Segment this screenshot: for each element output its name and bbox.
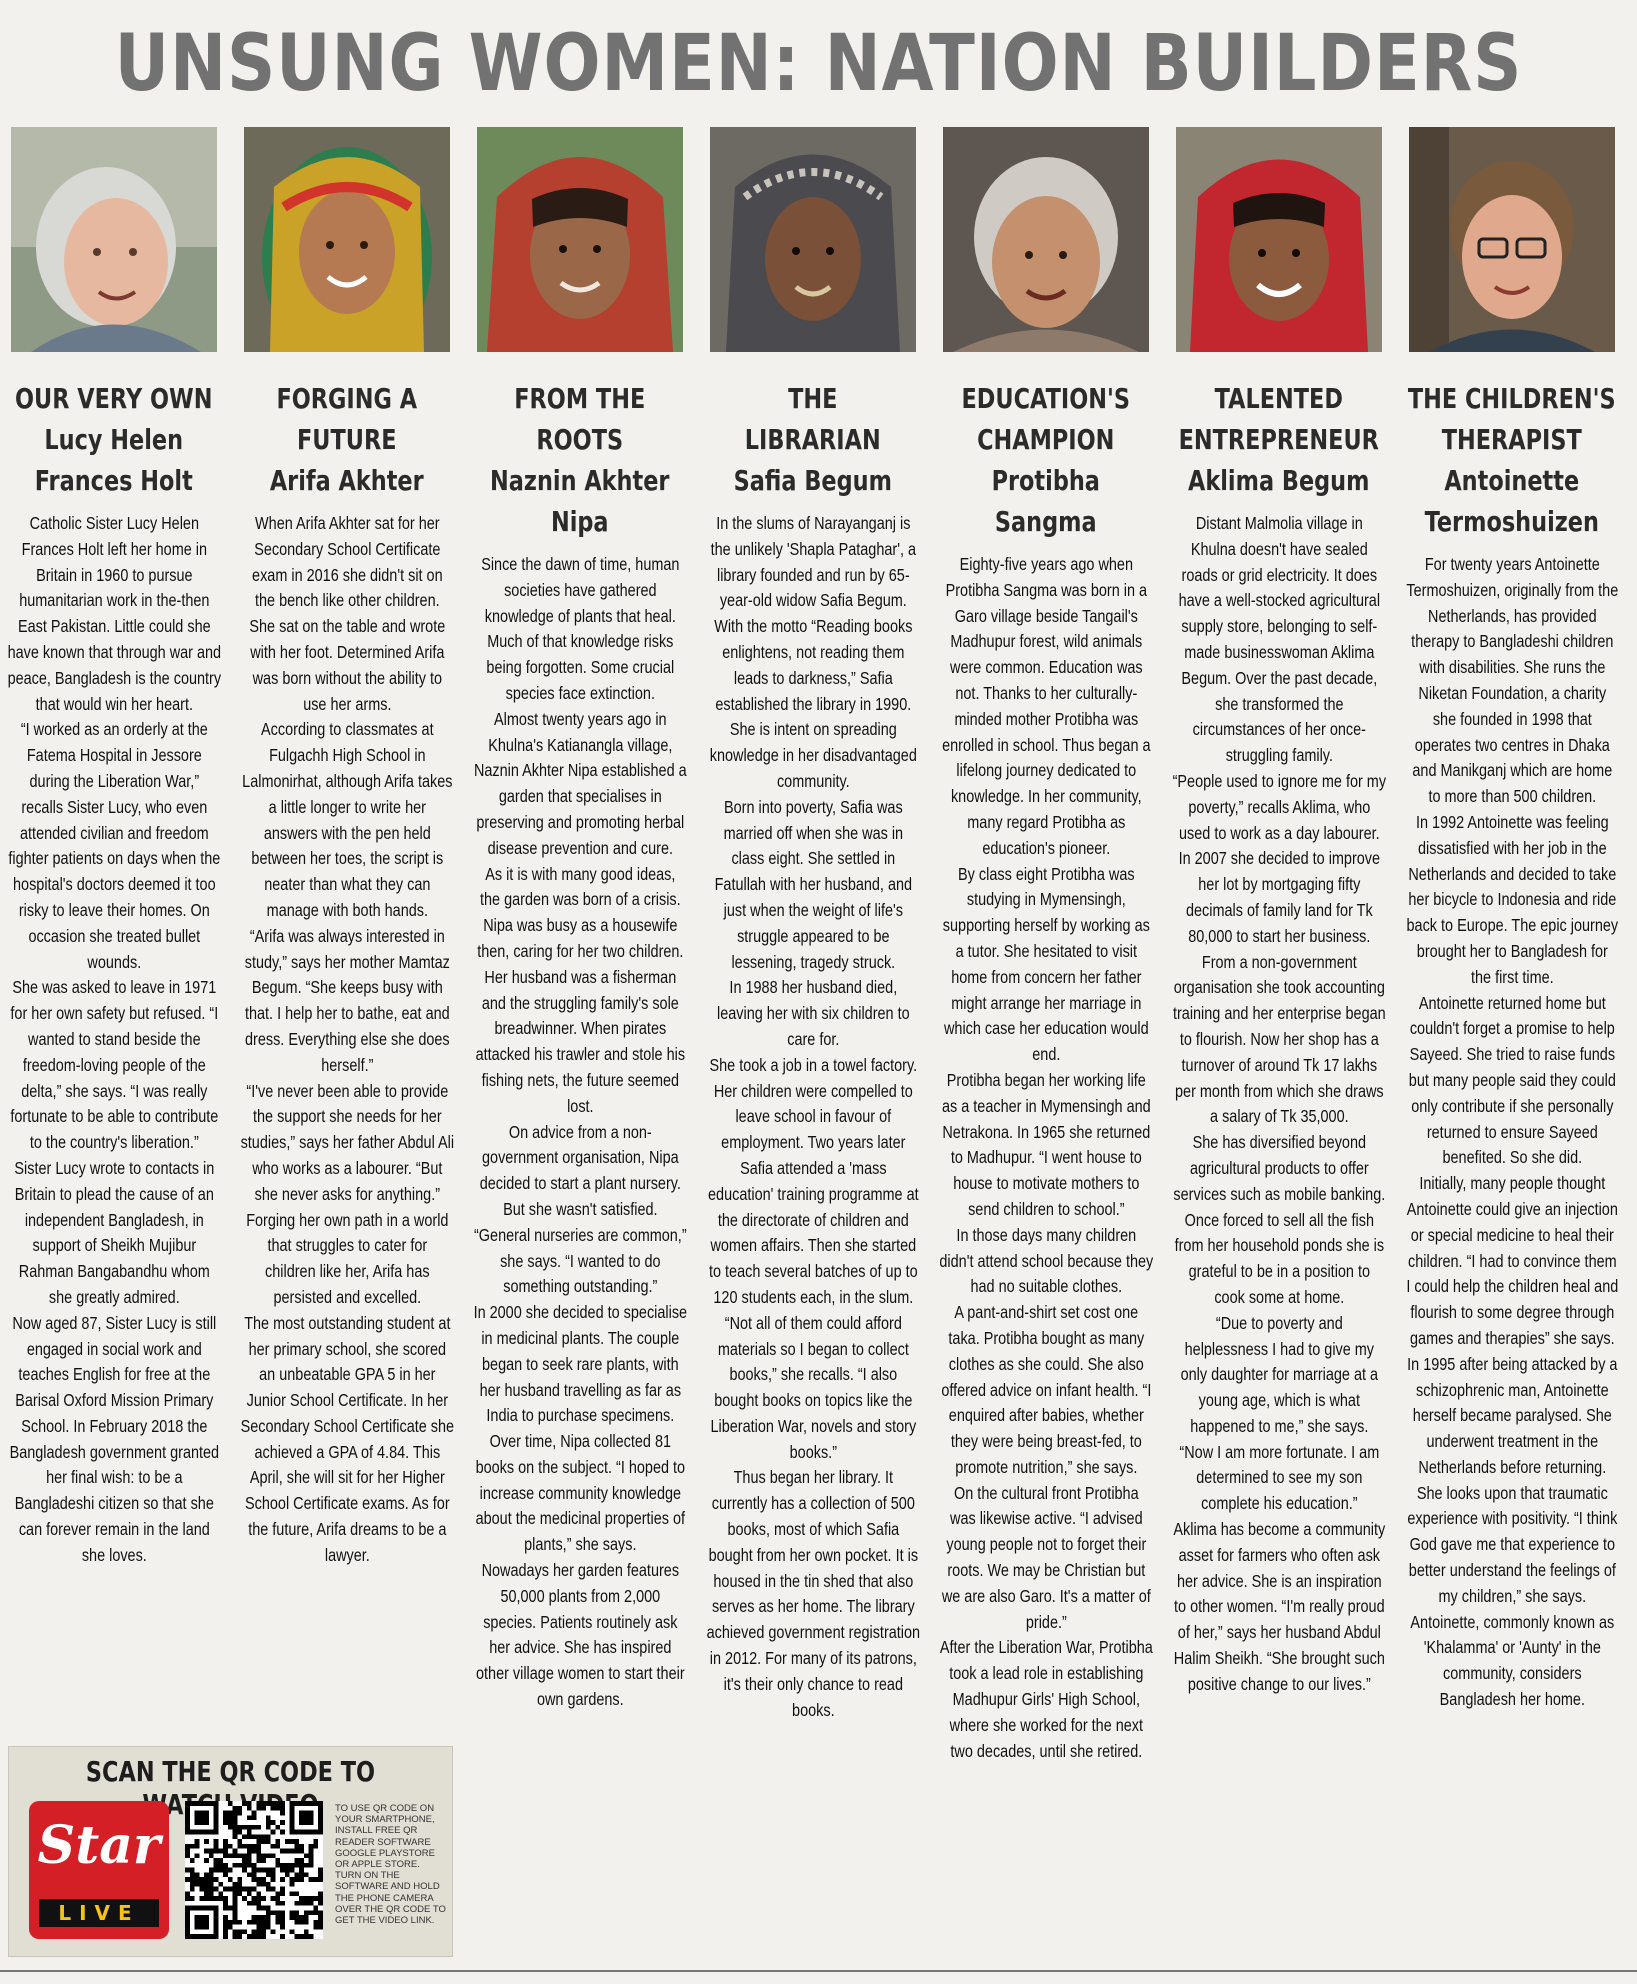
portrait-photo-antoinette (1409, 127, 1615, 352)
body-paragraph: Eighty-five years ago when Protibha Sangma was born in a Garo village beside Tangail's Madhupur forest, wild animals were common. Education was not. Thanks to her culturally-minded mother Protibha was enrolled in school. Thus began a lifelong journey dedicated to knowledge. In her community, many regard Protibha as education's pioneer. (941, 554, 1151, 858)
bottom-rule (0, 1970, 1637, 1972)
profile-headline (473, 378, 687, 542)
body-paragraph: Antoinette returned home but couldn't forget a promise to help Sayeed. She tried to raise funds but many people said they could only contribute if she personally returned to ensure Sayeed benefited. So she did. (1408, 992, 1616, 1168)
body-paragraph: Almost twenty years ago in Khulna's Katianangla village, Naznin Akhter Nipa established a garden that specialises in preserving and promoting herbal disease prevention and cure. (473, 708, 687, 858)
headline-line: Protibha (991, 464, 1101, 497)
body-paragraph: On the cultural front Protibha was likewise active. “I advised young people not to forget their roots. We may be Christian but we are also Garo. It's a matter of pride.” (941, 1482, 1151, 1632)
portrait-image (943, 127, 1149, 352)
body-paragraph: Sister Lucy wrote to contacts in Britain to plead the cause of an independent Bangladesh, in support of Sheikh Mujibur Rahman Bangabandhu whom she greatly admired. (14, 1157, 214, 1307)
portrait-image (1176, 127, 1382, 352)
portrait-image (710, 127, 916, 352)
profile-body (1172, 511, 1386, 1698)
profile-headline (939, 378, 1153, 542)
body-paragraph: For twenty years Antoinette Termoshuizen, originally from the Netherlands, has provided therapy to Bangladeshi children with disabilities. She runs the Niketan Foundation, a charity she founded in 1998 that operates two centres in Dhaka and Manikganj which are home to more than 500 children. (1406, 554, 1618, 807)
body-paragraph: A pant-and-shirt set cost one taka. Protibha bought as many clothes as she could. She also offered advice on infant health. “I enquired after babies, whether they were being breast-fed, to promote nutrition,” she says. (940, 1302, 1152, 1477)
body-paragraph: In those days many children didn't attend school because they had no suitable clothes. (939, 1224, 1153, 1297)
body-paragraph: “I worked as an orderly at the Fatema Hospital in Jessore during the Liberation War,” recalls Sister Lucy, who even attended civilian and freedom fighter patients on days when the hospital's doctors deemed it too risky to leave their homes. On occasion she treated bullet wounds. (8, 719, 220, 972)
profile-headline (240, 378, 454, 501)
headline-line: Nipa (551, 505, 609, 538)
body-paragraph: Aklima has become a community asset for farmers who often ask her advice. She is an inspiration to other women. “I'm really proud of her,” says her husband Abdul Halim Sheikh. “She brought such positive change to our lives.” (1173, 1519, 1385, 1694)
body-paragraph: On advice from a non-government organisation, Nipa decided to start a plant nursery. But she wasn't satisfied. “General nurseries are common,” she says. “I wanted to do something outstanding.” (473, 1121, 687, 1297)
body-paragraph: In the slums of Narayanganj is the unlikely 'Shapla Pataghar', a library founded and run by 65-year-old widow Safia Begum. With the motto “Reading books enlightens, not reading them leads to darkness,” Safia established the library in 1990. She is intent on spreading knowledge in her disadvantaged community. (709, 513, 917, 791)
profile-body (939, 552, 1153, 1764)
headline-line: FUTURE (297, 423, 397, 456)
body-paragraph: In 1992 Antoinette was feeling dissatisfied with her job in the Netherlands and decided to take her bicycle to Indonesia and ride back to Europe. The epic journey brought her to Bangladesh for the first time. (1406, 811, 1618, 987)
star-live-logo (29, 1801, 169, 1939)
body-paragraph: Distant Malmolia village in Khulna doesn't have sealed roads or grid electricity. It does have a well-stocked agricultural supply store, belonging to self-made businesswoman Aklima Begum. Over the past decade, she transformed the circumstances of her once-struggling family. (1178, 513, 1380, 766)
body-paragraph: Since the dawn of time, human societies have gathered knowledge of plants that heal. Much of that knowledge risks being forgotten. Some crucial species face extinction. (480, 554, 680, 703)
headline-line: FORGING A (276, 382, 418, 415)
headline-line: THERAPIST (1441, 423, 1583, 456)
portrait-image (477, 127, 683, 352)
body-paragraph: In 1988 her husband died, leaving her with six children to care for. (716, 977, 910, 1049)
body-paragraph: Catholic Sister Lucy Helen Frances Holt left her home in Britain in 1960 to pursue humanitarian work in the-then East Pakistan. Little could she have known that through war and peace, Bangladesh is the country that would win her heart. (7, 513, 221, 714)
headline-line: CHAMPION (977, 423, 1115, 456)
body-paragraph: In 1995 after being attacked by a schizophrenic man, Antoinette herself became paralysed. She underwent treatment in the Netherlands before returning. She looks upon that traumatic experience with positivity. “I think God gave me that experience to better understand the feelings of my children,” she says. (1406, 1353, 1618, 1606)
portrait-photo-lucy (11, 127, 217, 352)
body-paragraph: By class eight Protibha was studying in Mymensingh, supporting herself by working as a tutor. She hesitated to visit home from concern her father might arrange her marriage in which case her education would end. (942, 863, 1150, 1065)
headline-line: THE CHILDREN'S (1408, 382, 1616, 415)
body-paragraph: When Arifa Akhter sat for her Secondary School Certificate exam in 2016 she didn't sit on the bench like other children. She sat on the table and wrote with her foot. Determined Arifa was born without the ability to use her arms. (249, 513, 445, 714)
body-paragraph: From a non-government organisation she took accounting training and her enterprise began to flourish. Now her shop has a turnover of around Tk 17 lakhs per month from which she draws a salary of Tk 35,000. (1172, 951, 1386, 1127)
body-paragraph: The most outstanding student at her primary school, she scored an unbeatable GPA 5 in her Junior School Certificate. In her Secondary School Certificate she achieved a GPA of 4.84. This April, she will sit for her Higher School Certificate exams. As for the future, Arifa dreams to be a lawyer. (240, 1312, 454, 1565)
portrait-photo-naznin (477, 127, 683, 352)
headline-line: Antoinette (1444, 464, 1580, 497)
profile-column (1405, 378, 1619, 1958)
body-paragraph: Born into poverty, Safia was married off when she was in class eight. She settled in Fatullah with her husband, and just when the weight of life's struggle appeared to be lessening, tragedy struck. (714, 796, 912, 972)
headline-line: Termoshuizen (1424, 505, 1600, 538)
portrait-image (244, 127, 450, 352)
profile-body (706, 511, 920, 1723)
headline-line: ENTREPRENEUR (1178, 423, 1380, 456)
body-paragraph: Protibha began her working life as a teacher in Mymensingh and Netrakona. In 1965 she returned to Madhupur. “I went house to house to motivate mothers to send children to school.” (941, 1069, 1151, 1219)
portrait-image (11, 127, 217, 352)
profile-column (473, 378, 687, 1958)
profile-column (240, 378, 454, 1958)
headline-line: Arifa Akhter (270, 464, 424, 497)
headline-line: LIBRARIAN (745, 423, 881, 456)
body-paragraph: After the Liberation War, Protibha took a lead role in establishing Madhupur Girls' High School, where she worked for the next two decades, until she retired. (939, 1637, 1153, 1761)
body-paragraph: Now aged 87, Sister Lucy is still engaged in social work and teaches English for free at the Barisal Oxford Mission Primary School. In February 2018 the Bangladesh government granted her final wish: to be a Bangladeshi citizen so that she can forever remain in the land she loves. (9, 1312, 219, 1565)
body-paragraph: According to classmates at Fulgachh High School in Lalmonirhat, although Arifa takes a little longer to write her answers with the pen held between her toes, the script is neater than what they can manage with both hands. (241, 719, 453, 920)
headline-line: EDUCATION'S (961, 382, 1131, 415)
profile-column (939, 378, 1153, 1958)
body-paragraph: Forging her own path in a world that struggles to cater for children like her, Arifa has persisted and excelled. (245, 1209, 449, 1307)
headline-line: ROOTS (536, 423, 624, 456)
profile-body (240, 511, 454, 1569)
portrait-image (1409, 127, 1615, 352)
body-paragraph: In 2000 she decided to specialise in medicinal plants. The couple began to seek rare plants, with her husband travelling as far as India to purchase specimens. Over time, Nipa collected 81 books on the subject. “I hoped to increase community knowledge about the medicinal properties of plants,” she says. (473, 1302, 687, 1555)
headline-line: Aklima Begum (1188, 464, 1370, 497)
profile-headline (706, 378, 920, 501)
body-paragraph: Thus began her library. It currently has a collection of 500 books, most of which Safia bought from her own pocket. It is housed in the tin shed that also serves as her home. The library achieved government registration in 2012. For many of its patrons, it's their only chance to read books. (706, 1467, 920, 1720)
body-paragraph: Initially, many people thought Antoinette could give an injection or special medicine to heal their children. “I had to convince them I could help the children heal and flourish to some degree through games and therapies” she says. (1406, 1173, 1618, 1348)
qr-video-panel (8, 1746, 453, 1957)
body-paragraph: She was asked to leave in 1971 for her own safety but refused. “I wanted to stand beside the freedom-loving people of the delta,” she says. “I was really fortunate to be able to contribute to the country's liberation.” (10, 977, 218, 1153)
qr-instructions: TO USE QR CODE ON YOUR SMARTPHONE, INSTALL FREE QR READER SOFTWARE GOOGLE PLAYSTORE OR APPLE STORE. TURN ON THE SOFTWARE AND HOLD THE PHONE CAMERA OVER THE QR CODE TO GET THE VIDEO LINK. (335, 1803, 446, 1927)
profile-headline (7, 378, 221, 501)
body-paragraph: “Not all of them could afford materials so I began to collect books,” she recalls. “I also bought books on topics like the Liberation War, novels and story books.” (710, 1312, 916, 1462)
body-paragraph: “Arifa was always interested in study,” says her mother Mamtaz Begum. “She keeps busy with that. I help her to bathe, eat and dress. Everything else she does herself.” (244, 925, 450, 1075)
portrait-photo-safia (710, 127, 916, 352)
profile-column (706, 378, 920, 1958)
profile-column (1172, 378, 1386, 1958)
headline-line: Lucy Helen (44, 423, 184, 456)
profile-column (7, 378, 221, 1958)
profile-headline (1172, 378, 1386, 501)
body-paragraph: She took a job in a towel factory. Her children were compelled to leave school in favour of employment. Two years later Safia attended a 'mass education' training programme at the directorate of children and women affairs. Then she started to teach several batches of up to 120 students each, in the slum. (707, 1054, 919, 1307)
body-paragraph: “Due to poverty and helplessness I had to give my only daughter for marriage at a young age, which is what happened to me,” she says. “Now I am more fortunate. I am determined to see my son complete his education.” (1179, 1312, 1379, 1514)
qr-heading: SCAN THE QR CODE TO (85, 1755, 376, 1788)
star-logo-word: Star (37, 1815, 161, 1876)
body-paragraph: Antoinette, commonly known as 'Khalamma' or 'Aunty' in the community, considers Bangladesh her home. (1410, 1611, 1614, 1710)
portrait-photo-aklima (1176, 127, 1382, 352)
body-paragraph: As it is with many good ideas, the garden was born of a crisis. Nipa was busy as a housewife then, caring for her two children. Her husband was a fisherman and the struggling family's sole breadwinner. When pirates attacked his trawler and stole his fishing nets, the future seemed lost. (475, 863, 685, 1116)
headline-line: Naznin Akhter (490, 464, 670, 497)
body-paragraph: Nowadays her garden features 50,000 plants from 2,000 species. Patients routinely ask her advice. She has inspired other village women to start their own gardens. (475, 1560, 685, 1710)
body-paragraph: “People used to ignore me for my poverty,” recalls Aklima, who used to work as a day labourer. In 2007 she decided to improve her lot by mortgaging fifty decimals of family land for Tk 80,000 to start her business. (1172, 770, 1386, 946)
headline-line: THE (788, 382, 838, 415)
star-logo-live: LIVE (39, 1899, 159, 1927)
profile-body (473, 552, 687, 1713)
headline-line: Safia Begum (733, 464, 893, 497)
portrait-photo-protibha (943, 127, 1149, 352)
portrait-photo-arifa (244, 127, 450, 352)
headline-line: Frances Holt (34, 464, 194, 497)
headline-line: OUR VERY OWN (15, 382, 213, 415)
headline-line: Sangma (995, 505, 1097, 538)
profile-headline (1405, 378, 1619, 542)
qr-code-icon[interactable] (185, 1801, 323, 1939)
profile-body (1405, 552, 1619, 1713)
page-title: UNSUNG WOMEN: NATION BUILDERS (114, 19, 1523, 109)
profile-body (7, 511, 221, 1569)
headline-line: FROM THE (514, 382, 646, 415)
headline-line: TALENTED (1214, 382, 1344, 415)
body-paragraph: “I've never been able to provide the support she needs for her studies,” says her father Abdul Ali who works as a labourer. “But she never asks for anything.” (240, 1080, 454, 1204)
body-paragraph: She has diversified beyond agricultural products to offer services such as mobile banking. Once forced to sell all the fish from her household ponds she is grateful to be in a position to cook some at home. (1173, 1132, 1385, 1307)
